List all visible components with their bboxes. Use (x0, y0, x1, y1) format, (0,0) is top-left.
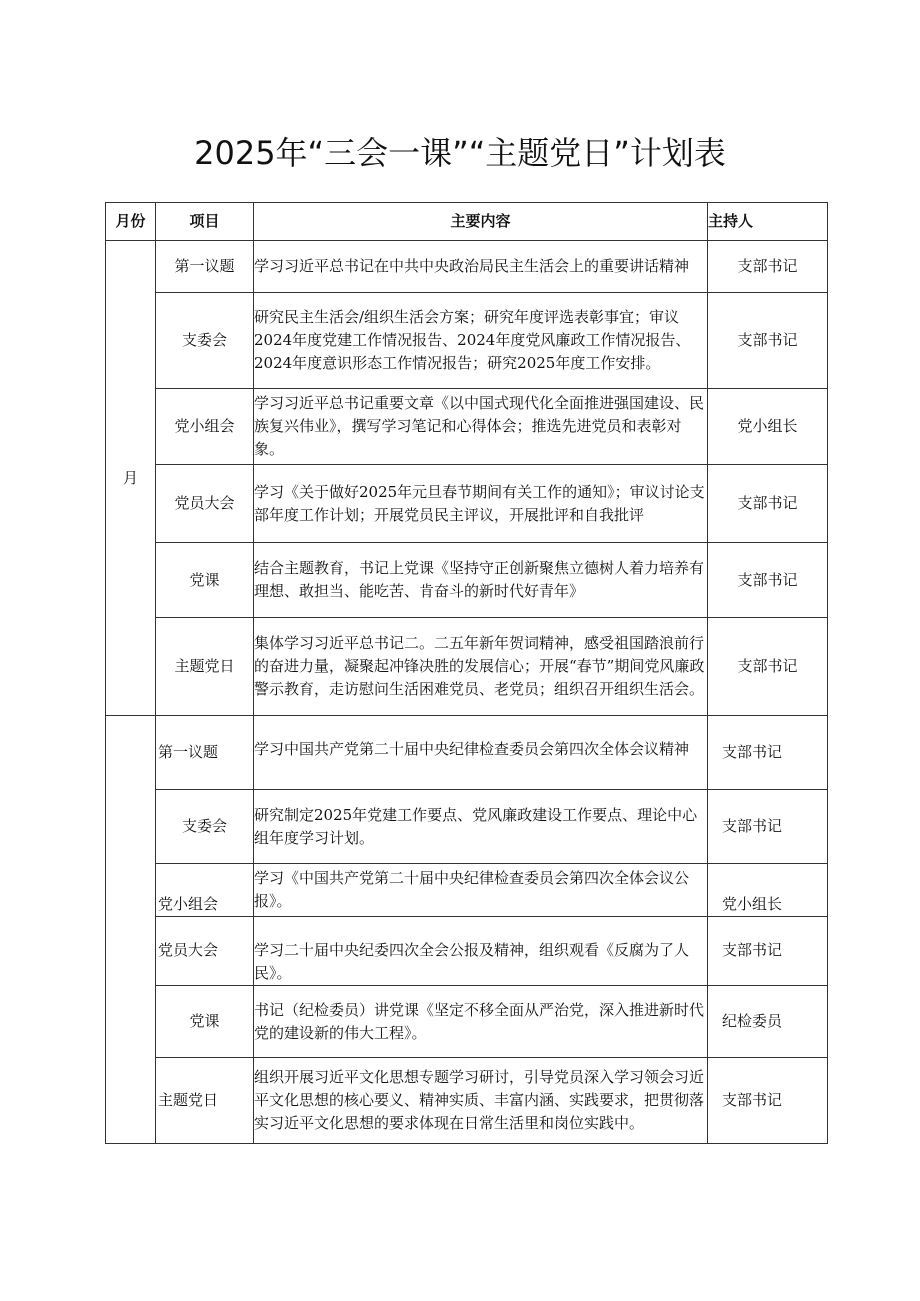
host-cell: 支部书记 (708, 618, 828, 716)
host-cell: 纪检委员 (708, 986, 828, 1058)
host-cell: 支部书记 (708, 465, 828, 543)
table-row (106, 618, 828, 716)
header-host: 主持人 (708, 203, 828, 241)
table-row (106, 389, 828, 465)
item-cell: 第一议题 (156, 716, 254, 790)
table-row (106, 917, 828, 986)
content-cell: 集体学习习近平总书记二。二五年新年贺词精神，感受祖国踏浪前行的奋进力量，凝聚起冲锋决胜的发展信心；开展“春节”期间党风廉政警示教育，走访慰问生活困难党员、老党员；组织召开组织生活会。 (254, 618, 708, 716)
content-cell: 学习习近平总书记在中共中央政治局民主生活会上的重要讲话精神 (254, 241, 708, 293)
table-row (106, 1058, 828, 1144)
table-header-row (106, 203, 828, 241)
table-row (106, 864, 828, 917)
host-cell: 支部书记 (708, 917, 828, 986)
item-cell: 党员大会 (156, 917, 254, 986)
content-cell: 学习中国共产党第二十届中央纪律检查委员会第四次全体会议精神 (254, 716, 708, 790)
page-title: 2025年“三会一课”“主题党日”计划表 (194, 134, 726, 172)
item-cell: 主题党日 (156, 1058, 254, 1144)
item-cell: 党小组会 (156, 389, 254, 465)
table-row (106, 241, 828, 293)
item-cell: 主题党日 (156, 618, 254, 716)
item-cell: 支委会 (156, 293, 254, 389)
content-cell: 学习《关于做好2025年元旦春节期间有关工作的通知》；审议讨论支部年度工作计划；开展党员民主评议，开展批评和自我批评 (254, 465, 708, 543)
content-cell: 结合主题教育，书记上党课《坚持守正创新聚焦立德树人着力培养有理想、敢担当、能吃苦、肯奋斗的新时代好青年》 (254, 543, 708, 618)
host-cell: 支部书记 (708, 790, 828, 864)
content-cell: 研究制定2025年党建工作要点、党风廉政建设工作要点、理论中心组年度学习计划。 (254, 790, 708, 864)
month-cell: 月 (106, 241, 156, 716)
item-cell: 党课 (156, 986, 254, 1058)
table-row (106, 465, 828, 543)
item-cell: 支委会 (156, 790, 254, 864)
content-cell: 组织开展习近平文化思想专题学习研讨，引导党员深入学习领会习近平文化思想的核心要义、精神实质、丰富内涵、实践要求，把贯彻落实习近平文化思想的要求体现在日常生活里和岗位实践中。 (254, 1058, 708, 1144)
table-row (106, 543, 828, 618)
host-cell: 支部书记 (708, 716, 828, 790)
host-cell: 支部书记 (708, 543, 828, 618)
header-item: 项目 (156, 203, 254, 241)
month-cell (106, 716, 156, 1144)
table-row (106, 790, 828, 864)
item-cell: 第一议题 (156, 241, 254, 293)
header-month: 月份 (106, 203, 156, 241)
host-cell: 党小组长 (708, 389, 828, 465)
item-cell: 党课 (156, 543, 254, 618)
content-cell: 学习习近平总书记重要文章《以中国式现代化全面推进强国建设、民族复兴伟业》，撰写学习笔记和心得体会；推选先进党员和表彰对象。 (254, 389, 708, 465)
item-cell: 党员大会 (156, 465, 254, 543)
item-cell: 党小组会 (156, 864, 254, 917)
header-content: 主要内容 (254, 203, 708, 241)
plan-table (105, 202, 828, 1144)
table-row (106, 716, 828, 790)
content-cell: 学习二十届中央纪委四次全会公报及精神，组织观看《反腐为了人民》。 (254, 917, 708, 986)
content-cell: 研究民主生活会/组织生活会方案；研究年度评选表彰事宜；审议2024年度党建工作情况报告、2024年度党风廉政工作情况报告、2024年度意识形态工作情况报告；研究2025年度工作安排。 (254, 293, 708, 389)
content-cell: 学习《中国共产党第二十届中央纪律检查委员会第四次全体会议公报》。 (254, 864, 708, 917)
table-row (106, 293, 828, 389)
host-cell: 支部书记 (708, 1058, 828, 1144)
host-cell: 支部书记 (708, 293, 828, 389)
host-cell: 党小组长 (708, 864, 828, 917)
content-cell: 书记（纪检委员）讲党课《坚定不移全面从严治党，深入推进新时代党的建设新的伟大工程》。 (254, 986, 708, 1058)
table-row (106, 986, 828, 1058)
host-cell: 支部书记 (708, 241, 828, 293)
